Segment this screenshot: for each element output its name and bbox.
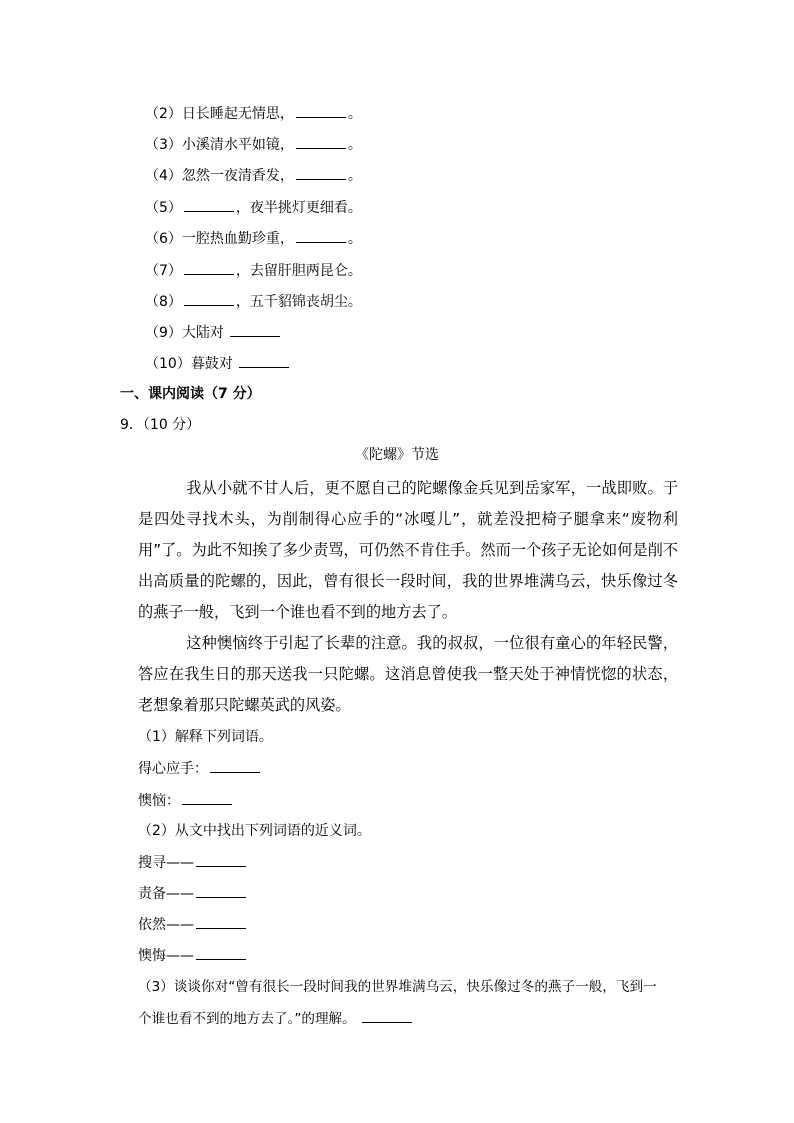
item-text: ，去留肝胆两昆仑。 <box>235 263 362 279</box>
item-number: （8） <box>145 294 182 310</box>
item-text: 忽然一夜清香发， <box>181 168 294 184</box>
answer-blank[interactable] <box>196 853 246 867</box>
passage-paragraph <box>138 473 678 628</box>
item-text: 。 <box>347 106 362 122</box>
answer-blank[interactable] <box>184 261 234 275</box>
sub-question-label: （3）谈谈你对“曾有很长一段时间我的世界堆满乌云，快乐像过冬的燕子一般，飞到一 <box>138 979 657 995</box>
answer-blank[interactable] <box>230 323 280 337</box>
answer-line <box>138 791 234 810</box>
fill-item <box>145 135 362 154</box>
answer-blank[interactable] <box>196 884 246 898</box>
term-label: 搜寻—— <box>138 855 194 871</box>
answer-blank[interactable] <box>239 354 289 368</box>
item-number: （9） <box>145 325 182 341</box>
answer-blank[interactable] <box>184 292 234 306</box>
passage-paragraph <box>138 628 678 721</box>
term-label: 得心应手： <box>138 761 208 777</box>
item-text: 。 <box>347 137 362 153</box>
sub-question-label: （1）解释下列词语。 <box>138 729 273 745</box>
fill-item <box>145 292 362 311</box>
sub-question-label: （2）从文中找出下列词语的近义词。 <box>138 823 371 839</box>
fill-item <box>145 323 282 342</box>
item-number: （7） <box>145 263 182 279</box>
term-label: 依然—— <box>138 917 194 933</box>
answer-blank[interactable] <box>184 198 234 212</box>
answer-blank[interactable] <box>196 915 246 929</box>
item-text: 大陆对 <box>181 325 224 341</box>
fill-item <box>145 198 362 217</box>
answer-line <box>138 853 248 872</box>
item-number: （6） <box>145 231 182 247</box>
answer-blank[interactable] <box>296 229 346 243</box>
item-text: 。 <box>347 168 362 184</box>
answer-blank[interactable] <box>182 791 232 805</box>
item-number: （5） <box>145 200 182 216</box>
answer-blank[interactable] <box>210 759 260 773</box>
answer-blank[interactable] <box>296 104 346 118</box>
answer-line <box>138 759 262 778</box>
passage-title: 《陀螺》节选 <box>355 447 439 463</box>
item-text: 小溪清水平如镜， <box>181 137 294 153</box>
fill-item <box>145 261 362 280</box>
answer-blank[interactable] <box>296 166 346 180</box>
paragraph-text: 这种懊恼终于引起了长辈的注意。我的叔叔，一位很有童心的年轻民警，答应在我生日的那天送我一只陀螺。这消息曾使我一整天处于神情恍惚的状态，老想象着那只陀螺英武的风姿。 <box>138 634 678 714</box>
sub-question-text: 个谁也看不到的地方去了。”的理解。 <box>138 1011 356 1027</box>
answer-line <box>138 1009 414 1028</box>
fill-item <box>145 104 362 123</box>
item-text: 。 <box>347 231 362 247</box>
item-number: （4） <box>145 168 182 184</box>
answer-blank[interactable] <box>362 1009 412 1023</box>
paragraph-text: 我从小就不甘人后，更不愿自己的陀螺像金兵见到岳家军，一战即败。于是四处寻找木头，为削制得心应手的“冰嘎儿”，就差没把椅子腿拿来“废物利用”了。为此不知挨了多少责骂，可仍然不肯住手。然而一个孩子无论如何是削不出高质量的陀螺的，因此，曾有很长一段时间，我的世界堆满乌云，快乐像过冬的燕子一般，飞到一个谁也看不到的地方去了。 <box>138 479 678 621</box>
term-label: 懊恼： <box>138 793 180 809</box>
item-number: （10） <box>145 356 191 372</box>
answer-line <box>138 915 248 934</box>
question-number: 9．（10 分） <box>120 417 201 433</box>
answer-line <box>138 884 248 903</box>
item-text: 日长睡起无情思， <box>181 106 294 122</box>
item-text: ，夜半挑灯更细看。 <box>235 200 362 216</box>
item-number: （2） <box>145 106 182 122</box>
answer-blank[interactable] <box>296 135 346 149</box>
fill-item <box>145 354 291 373</box>
item-number: （3） <box>145 137 182 153</box>
item-text: 暮鼓对 <box>190 356 233 372</box>
answer-line <box>138 946 248 965</box>
term-label: 责备—— <box>138 886 194 902</box>
fill-item <box>145 229 362 248</box>
answer-blank[interactable] <box>196 946 246 960</box>
item-text: 一腔热血勤珍重， <box>181 231 294 247</box>
section-heading: 一、课内阅读（7 分） <box>120 386 261 402</box>
item-text: ，五千貂锦丧胡尘。 <box>235 294 362 310</box>
term-label: 懊悔—— <box>138 948 194 964</box>
fill-item <box>145 166 362 185</box>
